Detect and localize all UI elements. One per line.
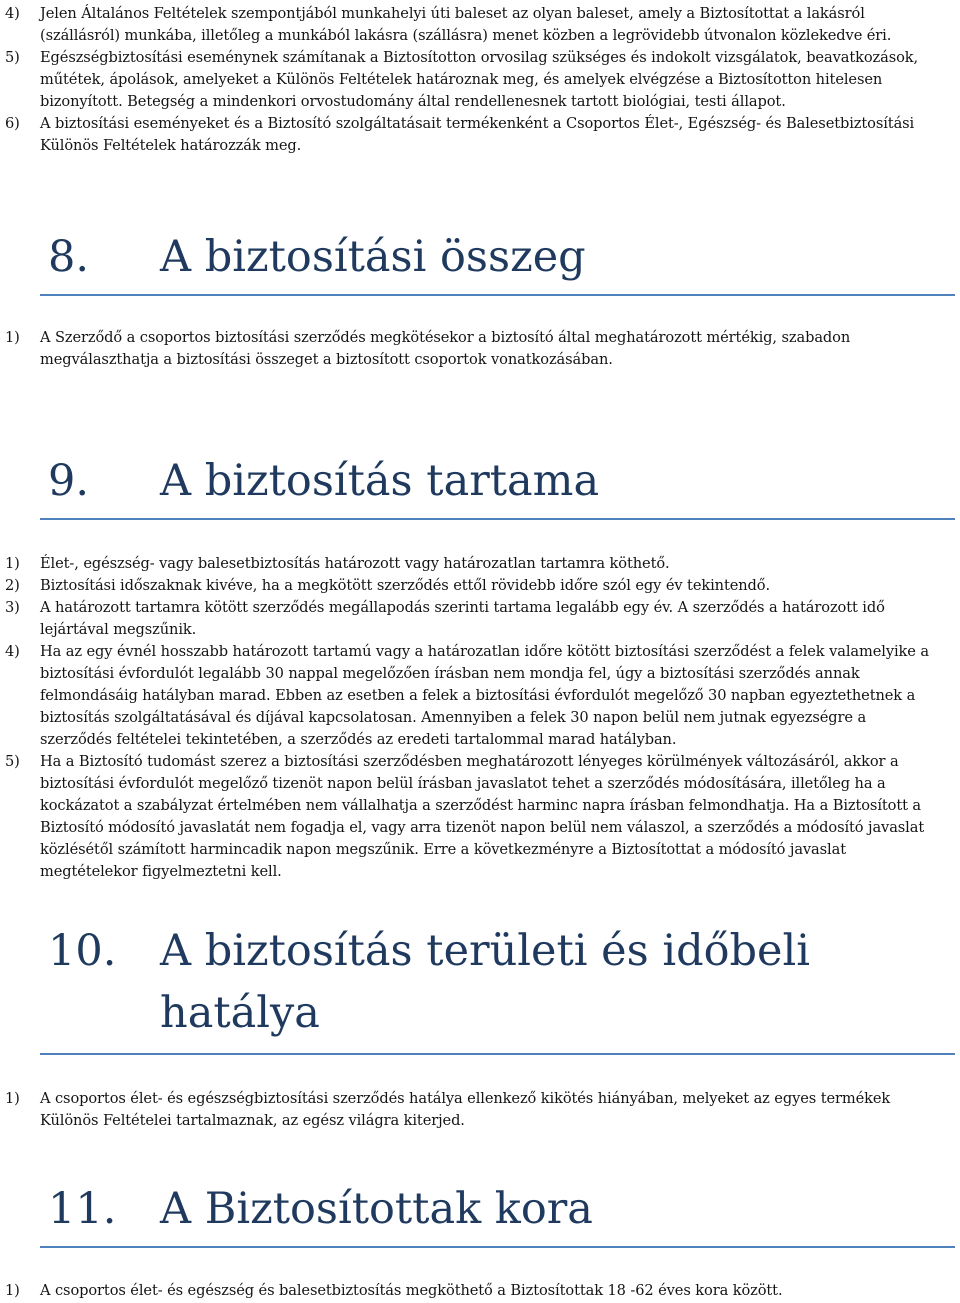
section-10-list bbox=[0, 1088, 960, 1132]
section-number: 8. bbox=[48, 232, 90, 282]
item-text: A határozott tartamra kötött szerződés megállapodás szerinti tartama legalább egy év. A szerződés a határozott idő lejártával megszűnik. bbox=[40, 599, 885, 638]
item-text: A Szerződő a csoportos biztosítási szerződés megkötésekor a biztosító által meghatározott mértékig, szabadon megválaszthatja a biztosítási összeget a biztosított csoportok vonatkozásában. bbox=[40, 329, 851, 368]
list-item bbox=[0, 113, 960, 157]
section-11-heading bbox=[48, 1178, 920, 1240]
list-item bbox=[0, 751, 960, 883]
list-item bbox=[0, 1280, 960, 1302]
section-title: A biztosítás tartama bbox=[160, 456, 600, 506]
item-number: 4) bbox=[5, 5, 20, 22]
item-number: 1) bbox=[5, 1282, 20, 1299]
item-number: 1) bbox=[5, 1090, 20, 1107]
item-number: 1) bbox=[5, 329, 20, 346]
item-number: 4) bbox=[5, 643, 20, 660]
section-11-list bbox=[0, 1280, 960, 1302]
item-text: Egészségbiztosítási eseménynek számítanak a Biztosítotton orvosilag szükséges és indokolt vizsgálatok, beavatkozások, műtétek, ápolások, amelyeket a Különös Feltételek határoznak meg, és amelyek elvégzése a Biztosítotton hitelesen bizonyított. Betegség a mindenkori orvostudomány által rendellenesnek tartott biológiai, testi állapot. bbox=[40, 49, 919, 110]
list-item bbox=[0, 1088, 960, 1132]
item-text: Jelen Általános Feltételek szempontjából munkahelyi úti baleset az olyan baleset, amely a Biztosítottat a lakásról (szállásról) munkába, illetőleg a munkából lakásra (szállásra) menet közben a legrövidebb útvonalon közlekedve éri. bbox=[40, 5, 892, 44]
item-number: 1) bbox=[5, 555, 20, 572]
section-10-heading bbox=[48, 920, 920, 1044]
list-item bbox=[0, 641, 960, 751]
list-item bbox=[0, 327, 960, 371]
section-8-list bbox=[0, 327, 960, 371]
item-text: A csoportos élet- és egészségbiztosítási szerződés hatálya ellenkező kikötés hiányában, melyeket az egyes termékek Különös Feltételei tartalmaznak, az egész világra kiterjed. bbox=[40, 1090, 891, 1129]
section-10-rule bbox=[40, 1053, 955, 1055]
section-title: A Biztosítottak kora bbox=[160, 1184, 593, 1234]
item-text: Ha a Biztosító tudomást szerez a biztosítási szerződésben meghatározott lényeges körülmények változásáról, akkor a biztosítási évfordulót megelőző tizenöt napon belül írásban javaslatot tehet a szerződés módosítására, illetőleg ha a kockázatot a szabályzat értelmében nem vállalhatja a szerződést harminc napra írásban felmondhatja. Ha a Biztosított a Biztosító módosító javaslatát nem fogadja el, vagy arra tizenöt napon belül nem válaszol, a szerződés a módosító javaslat közlésétől számított harmincadik napon megszűnik. Erre a következményre a Biztosítottat a módosító javaslat megtételekor figyelmeztetni kell. bbox=[40, 753, 925, 880]
section-number: 10. bbox=[48, 926, 117, 976]
item-text: A csoportos élet- és egészség és balesetbiztosítás megköthető a Biztosítottak 18 -62 éves kora között. bbox=[40, 1282, 783, 1299]
list-item bbox=[0, 3, 960, 47]
section-9-rule bbox=[40, 518, 955, 520]
list-item bbox=[0, 47, 960, 113]
section-11-rule bbox=[40, 1246, 955, 1248]
section-8-heading bbox=[48, 226, 920, 288]
list-item bbox=[0, 575, 960, 597]
section-title: A biztosítás területi és időbeli hatálya bbox=[160, 926, 810, 1038]
section-number: 11. bbox=[48, 1184, 117, 1234]
item-number: 5) bbox=[5, 753, 20, 770]
section-title: A biztosítási összeg bbox=[160, 232, 586, 282]
section-9-heading bbox=[48, 450, 920, 512]
item-text: Ha az egy évnél hosszabb határozott tartamú vagy a határozatlan időre kötött biztosítási szerződést a felek valamelyike a biztosítási évfordulót legalább 30 nappal megelőzően írásban nem mondja fel, úgy a biztosítási szerződés annak felmondásáig hatályban marad. Ebben az esetben a felek a biztosítási évfordulót megelőző 30 napban egyeztethetnek a biztosítás szolgáltatásával és díjával kapcsolatosan. Amennyiben a felek 30 napon belül nem jutnak egyezségre a szerződés feltételei tekintetében, a szerződés az eredeti tartalommal marad hatályban. bbox=[40, 643, 929, 748]
list-item bbox=[0, 597, 960, 641]
item-text: A biztosítási eseményeket és a Biztosító szolgáltatásait termékenként a Csoportos Élet-, Egészség- és Balesetbiztosítási Különös Feltételek határozzák meg. bbox=[40, 115, 915, 154]
section-number: 9. bbox=[48, 456, 90, 506]
top-list bbox=[0, 3, 960, 157]
item-number: 3) bbox=[5, 599, 20, 616]
item-text: Élet-, egészség- vagy balesetbiztosítás határozott vagy határozatlan tartamra köthető. bbox=[40, 555, 670, 572]
section-9-list bbox=[0, 553, 960, 883]
item-number: 5) bbox=[5, 49, 20, 66]
item-text: Biztosítási időszaknak kivéve, ha a megkötött szerződés ettől rövidebb időre szól egy év tekintendő. bbox=[40, 577, 771, 594]
item-number: 2) bbox=[5, 577, 20, 594]
section-8-rule bbox=[40, 294, 955, 296]
list-item bbox=[0, 553, 960, 575]
item-number: 6) bbox=[5, 115, 20, 132]
